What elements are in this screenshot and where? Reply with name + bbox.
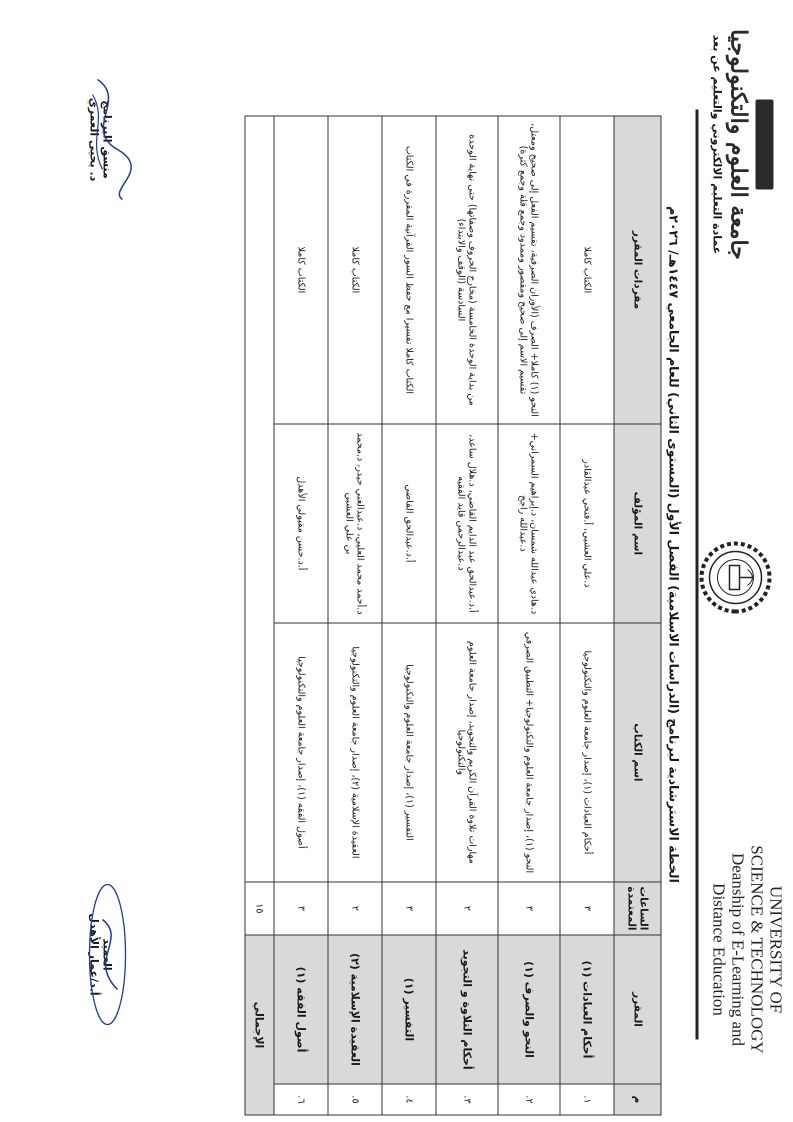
row-hours: ٣ bbox=[560, 882, 614, 935]
header-divider bbox=[696, 110, 699, 1040]
row-author: أ.د.عبدالحق عبد الدايم القاضي، د.هلال ساعد، د.عبدالرحمن قايد الفقيه bbox=[436, 424, 498, 623]
row-author: أ.د.عبدالحق القاضي bbox=[382, 424, 436, 623]
header-author: اسم المؤلف bbox=[614, 424, 661, 623]
total-hours: ١٥ bbox=[245, 882, 274, 935]
row-book: النحو (١)، إصدار جامعة العلوم والتكنولوجيا+ التطبيق الصرفي bbox=[498, 623, 560, 882]
row-book: العقيدة الإسلامية (٢)، إصدار جامعة العلوم والتكنولوجيا bbox=[328, 623, 382, 882]
row-topics: الكتاب كاملا تفسيرا مع حفظ السور القرآنية المقررة في الكتاب bbox=[382, 116, 436, 424]
row-topics: الكتاب كاملا bbox=[328, 116, 382, 424]
university-english-header bbox=[710, 820, 786, 1080]
total-empty-cell bbox=[245, 116, 274, 882]
row-author: د.هادي عبدالله شمسان، د.إبراهيم السمراني+ د.عبدالله راجح bbox=[498, 424, 560, 623]
university-en-line-1: UNIVERSITY OF bbox=[766, 885, 786, 1014]
row-topics: من بداية الوحدة الخامسة (مخارج الحروف وصفاتها) حتى نهاية الوحدة السادسة (الوقف والابتداء) bbox=[436, 116, 498, 424]
study-plan-table bbox=[245, 116, 662, 1116]
header-num: م bbox=[614, 1084, 661, 1115]
row-course: أصول الفقه (١) bbox=[274, 935, 328, 1084]
university-en-line-4: Distance Education bbox=[709, 883, 729, 1016]
header-course: المقرر bbox=[614, 935, 661, 1084]
university-arabic-header bbox=[711, 25, 774, 265]
row-num: ٥. bbox=[328, 1084, 382, 1115]
row-course: التفسير (١) bbox=[382, 935, 436, 1084]
row-hours: ٣ bbox=[274, 882, 328, 935]
dean-title: العميد bbox=[100, 938, 114, 971]
total-label: الإجمالي bbox=[245, 935, 274, 1115]
header-book: اسم الكتاب bbox=[614, 623, 661, 882]
row-hours: ٢ bbox=[328, 882, 382, 935]
row-topics: النحو (١) كاملا+ الصرف (الأوزان الصرفية، تقسيم الفعل إلى صحيح ومعتل، تقسيم الاسم إلى صحيح ومقصور وممدود وجمع قلة وجمع كثرة) bbox=[498, 116, 560, 424]
coordinator-title: منسق البرنامج bbox=[100, 100, 114, 179]
row-num: ٤. bbox=[382, 1084, 436, 1115]
table-row bbox=[328, 116, 382, 1115]
table-row bbox=[560, 116, 614, 1115]
table-total-row bbox=[245, 116, 274, 1115]
row-book: مهارات تلاوة القرآن الكريم والتجويد، إصدار جامعة العلوم والتكنولوجيا bbox=[436, 623, 498, 882]
row-course: النحو والصرف (١) bbox=[498, 935, 560, 1084]
dean-name: أ.د/عمار الأهدل bbox=[87, 913, 101, 996]
document-page bbox=[1, 0, 793, 1122]
table-row bbox=[436, 116, 498, 1115]
row-num: ٦. bbox=[274, 1084, 328, 1115]
university-en-line-2: SCIENCE & TECHNOLOGY bbox=[747, 845, 767, 1054]
row-course: العقيدة الإسلامية (٢) bbox=[328, 935, 382, 1084]
row-hours: ٣ bbox=[498, 882, 560, 935]
row-book: التفسير (١)، إصدار جامعة العلوم والتكنولوجيا bbox=[382, 623, 436, 882]
university-logo bbox=[698, 540, 774, 616]
row-author: أ.د.حسن مقبولي الأهدل bbox=[274, 424, 328, 623]
university-en-line-3: Deanship of E-Learning and bbox=[728, 852, 748, 1047]
row-num: ١. bbox=[560, 1084, 614, 1115]
row-topics: الكتاب كاملا bbox=[560, 116, 614, 424]
row-course: أحكام التلاوة و التجويد bbox=[436, 935, 498, 1084]
row-author: د.علي العشبي، أ.فتحي عبدالقادر bbox=[560, 424, 614, 623]
row-book: أحكام العبادات (١)، إصدار جامعة العلوم والتكنولوجيا bbox=[560, 623, 614, 882]
coordinator-signature bbox=[78, 70, 138, 210]
dean-signature bbox=[78, 880, 138, 1030]
table-row bbox=[274, 116, 328, 1115]
deanship-name-arabic: عمادة التعليم الالكتروني والتعليم عن بعد bbox=[710, 34, 724, 255]
row-topics: الكتاب كاملا bbox=[274, 116, 328, 424]
coordinator-name: د. يحيى العمري bbox=[87, 97, 101, 182]
row-num: ٣. bbox=[436, 1084, 498, 1115]
university-name-arabic: جامعة العلوم والتكنولوجيا bbox=[725, 29, 752, 260]
row-course: أحكام العبادات (١) bbox=[560, 935, 614, 1084]
row-author: د.أحمد محمد العليي، د.عبدالغني حيدر، د.محمد بن علي العشبي bbox=[328, 424, 382, 623]
coordinator-signature-block bbox=[88, 70, 114, 210]
row-hours: ٣ bbox=[382, 882, 436, 935]
table-row bbox=[382, 116, 436, 1115]
row-num: ٢. bbox=[498, 1084, 560, 1115]
header-banner bbox=[756, 100, 774, 190]
header-topics: مفردات المقرر bbox=[614, 116, 661, 424]
header-hours: الساعات المعتمدة bbox=[614, 882, 661, 935]
dean-signature-block bbox=[88, 880, 114, 1030]
table-header-row bbox=[614, 116, 661, 1115]
table-row bbox=[498, 116, 560, 1115]
row-book: أصول الفقه (١)، إصدار جامعة العلوم والتكنولوجيا bbox=[274, 623, 328, 882]
plan-title: الخطة الاسترشادية لبرنامج (الدراسات الاسلامية) الفصل الأول (المستوى الثاني) للعام الجامعي ١٤٤٧هـ/ ٢٠٢٦م bbox=[666, 206, 682, 883]
row-hours: ٢ bbox=[436, 882, 498, 935]
